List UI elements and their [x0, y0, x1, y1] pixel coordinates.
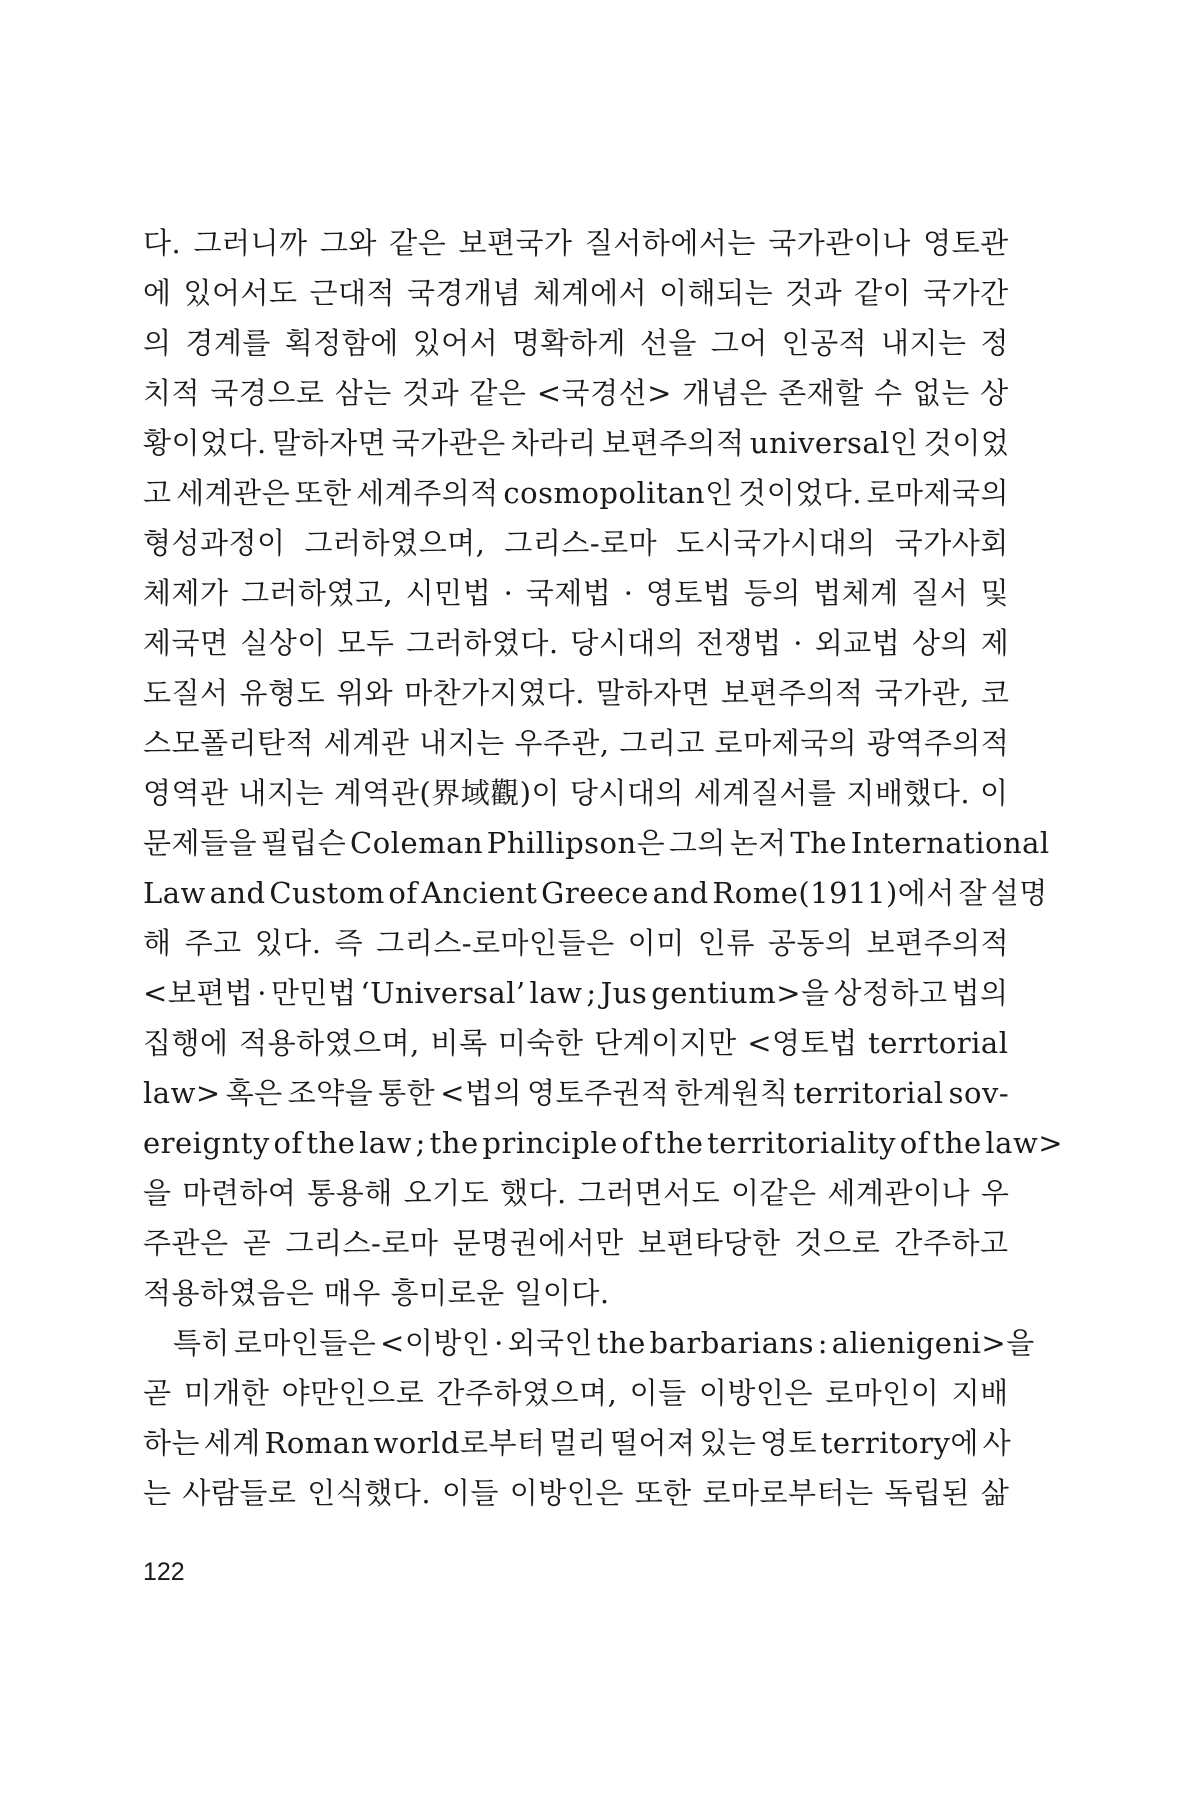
body-text — [143, 218, 1064, 1518]
text-line: 고 세계관은 또한 세계주의적 cosmopolitan인 것이었다. 로마제국의 — [143, 476, 1010, 510]
text-line: 해 주고 있다. 즉 그리스-로마인들은 이미 인류 공동의 보편주의적 — [143, 926, 1010, 960]
text-line: 제국면 실상이 모두 그러하였다. 당시대의 전쟁법 · 외교법 상의 제 — [143, 626, 1010, 660]
text-line: 황이었다. 말하자면 국가관은 차라리 보편주의적 universal인 것이었 — [143, 426, 1010, 460]
text-line: ereignty of the law ; the principle of the territoriality of the law> — [143, 1126, 1064, 1160]
text-line: 는 사람들로 인식했다. 이들 이방인은 또한 로마로부터는 독립된 삶 — [143, 1476, 1010, 1510]
text-line: 에 있어서도 근대적 국경개념 체계에서 이해되는 것과 같이 국가간 — [143, 276, 1009, 310]
text-line: 의 경계를 획정함에 있어서 명확하게 선을 그어 인공적 내지는 정 — [143, 326, 1009, 360]
text-line: 다. 그러니까 그와 같은 보편국가 질서하에서는 국가관이나 영토관 — [143, 226, 1009, 260]
text-line: 문제들을 필립슨 Coleman Phillipson은 그의 논저 The International — [143, 826, 1050, 860]
text-line: 적용하였음은 매우 흥미로운 일이다. — [143, 1276, 610, 1310]
text-line: 주관은 곧 그리스-로마 문명권에서만 보편타당한 것으로 간주하고 — [143, 1226, 1009, 1260]
text-line: law> 혹은 조약을 통한 <법의 영토주권적 한계원칙 territorial sov- — [143, 1076, 1010, 1110]
text-line: 집행에 적용하였으며, 비록 미숙한 단계이지만 <영토법 terrtorial — [143, 1026, 1009, 1060]
text-line: 체제가 그러하였고, 시민법 · 국제법 · 영토법 등의 법체계 질서 및 — [143, 576, 1010, 610]
text-line: 치적 국경으로 삼는 것과 같은 <국경선> 개념은 존재할 수 없는 상 — [143, 376, 1009, 410]
text-line: 스모폴리탄적 세계관 내지는 우주관, 그리고 로마제국의 광역주의적 — [143, 726, 1010, 760]
text-line: 곧 미개한 야만인으로 간주하였으며, 이들 이방인은 로마인이 지배 — [143, 1376, 1009, 1410]
text-line: 형성과정이 그러하였으며, 그리스-로마 도시국가시대의 국가사회 — [143, 526, 1009, 560]
text-line: 도질서 유형도 위와 마찬가지였다. 말하자면 보편주의적 국가관, 코 — [143, 676, 1010, 710]
paragraph-start-line: 특히 로마인들은 <이방인 · 외국인 the barbarians : alienigeni>을 — [173, 1326, 1035, 1360]
text-line: <보편법 · 만민법 ‘Universal’ law ; Jus gentium>을 상정하고 법의 — [143, 976, 1009, 1010]
text-line: 하는 세계 Roman world로부터 멀리 떨어져 있는 영토 territory에 사 — [143, 1426, 1012, 1460]
page-number: 122 — [143, 1558, 185, 1586]
text-line: 영역관 내지는 계역관(界域觀)이 당시대의 세계질서를 지배했다. 이 — [143, 776, 1009, 810]
text-line: 을 마련하여 통용해 오기도 했다. 그러면서도 이같은 세계관이나 우 — [143, 1176, 1010, 1210]
text-line: Law and Custom of Ancient Greece and Rome(1911)에서 잘 설명 — [143, 876, 1048, 910]
